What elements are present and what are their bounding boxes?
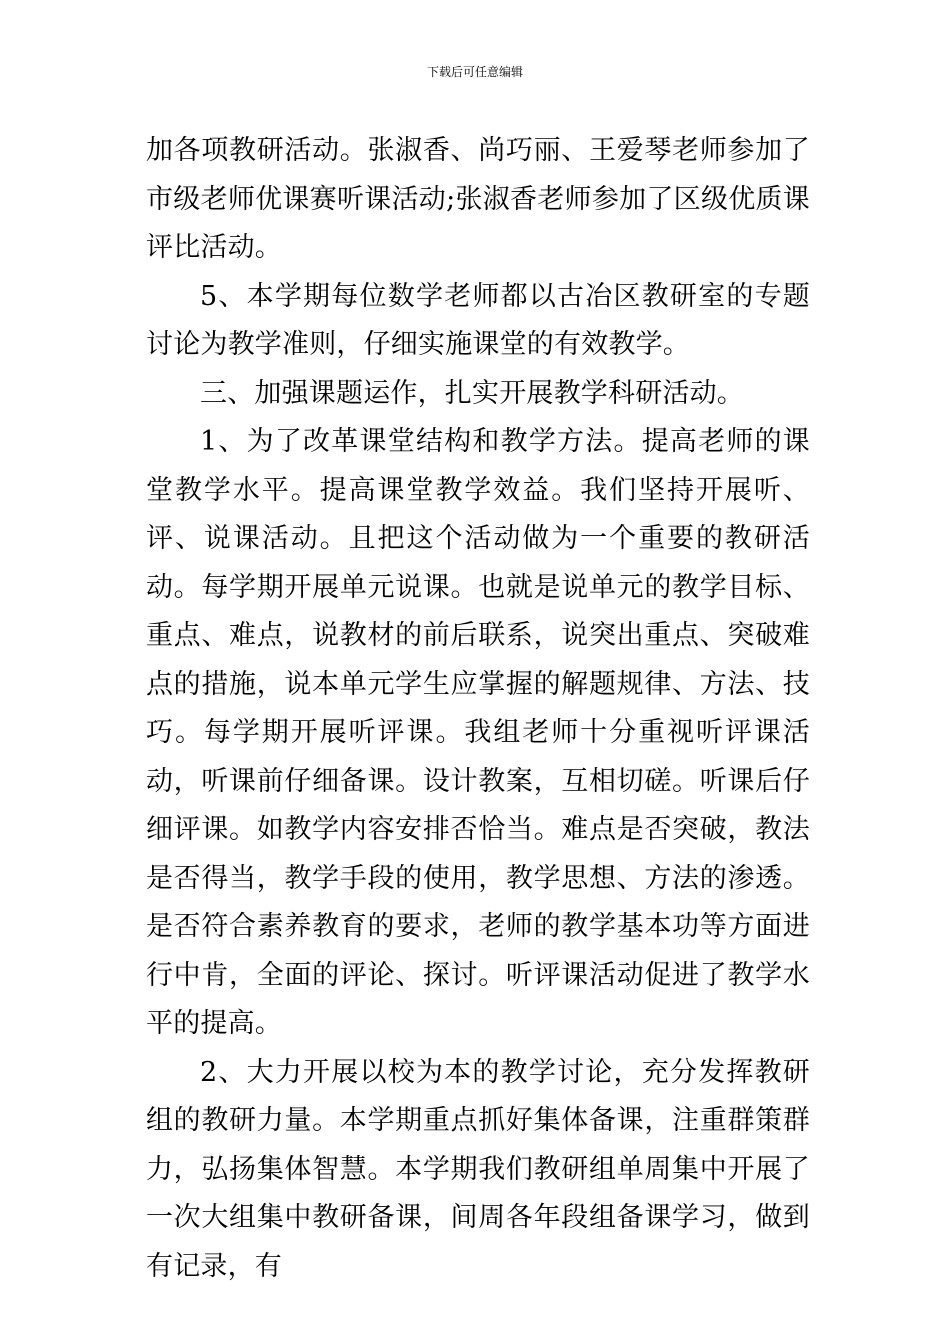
paragraph-item-5: 5、本学期每位数学老师都以古冶区教研室的专题讨论为教学准则，仔细实施课堂的有效教学。 bbox=[146, 280, 810, 360]
paragraph-item-1: 1、为了改革课堂结构和教学方法。提高老师的课堂教学水平。提高课堂教学效益。我们坚持开展听、评、说课活动。且把这个活动做为一个重要的教研活动。每学期开展单元说课。也就是说单元的教学目标、重点、难点，说教材的前后联系，说突出重点、突破难点的措施，说本单元学生应掌握的解题规律、方法、技巧。每学期开展听评课。我组老师十分重视听评课活动，听课前仔细备课。设计教案，互相切磋。听课后仔细评课。如教学内容安排否恰当。难点是否突破，教法是否得当，教学手段的使用，教学思想、方法的渗透。是否符合素养教育的要求，老师的教学基本功等方面进行中肯，全面的评论、探讨。听评课活动促进了教学水平的提高。 bbox=[146, 426, 810, 1039]
paragraph-continuation: 加各项教研活动。张淑香、尚巧丽、王爱琴老师参加了市级老师优课赛听课活动;张淑香老师参加了区级优质课评比活动。 bbox=[146, 135, 810, 263]
page-header: 下载后可任意编辑 bbox=[426, 65, 523, 79]
paragraph-item-2: 2、大力开展以校为本的教学讨论，充分发挥教研组的教研力量。本学期重点抓好集体备课，注重群策群力，弘扬集体智慧。本学期我们教研组单周集中开展了一次大组集中教研备课，间周各年段组备课学习，做到有记录，有 bbox=[146, 1056, 810, 1282]
section-heading-3: 三、加强课题运作，扎实开展教学科研活动。 bbox=[200, 377, 744, 409]
document-body bbox=[146, 127, 810, 1291]
